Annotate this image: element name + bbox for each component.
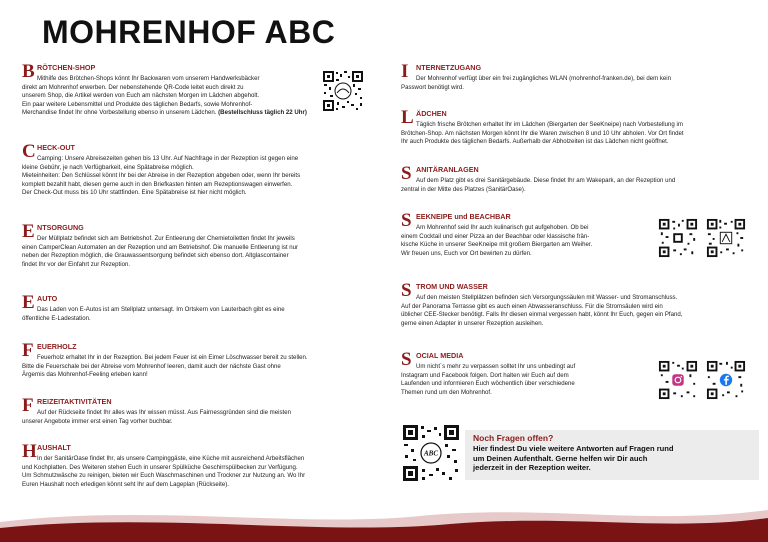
section-heading: TROM UND WASSER [416,282,488,291]
section-initial: F [22,395,34,416]
section-line: Das Laden von E-Autos ist am Stellplatz untersagt. Im Ortskern von Lauterbach gibt es eine [37,306,285,313]
section-line: Laufenden und informieren Euch wöchentlich über verschiedene [401,380,575,388]
help-line: jederzeit in der Rezeption weiter. [473,463,591,472]
section-line: Der Müllplatz befindet sich am Betriebshof. Zur Entleerung der Chemietoiletten findet Ihr jeweils [37,235,295,242]
section-line: Wir freuen uns, Euch vor Ort bewirten zu dürfen. [401,249,532,257]
section-line: Feuerholz erhaltet Ihr in der Rezeption. Bei jedem Feuer ist ein Eimer Löschwasser bereit zu stellen. [37,354,308,361]
section-line: Ärgernis das Mohrenhof-Feeling erleben kann! [22,371,148,379]
qr-code-icon[interactable] [706,218,746,258]
section-laedchen [401,107,749,147]
page-title: MOHRENHOF ABC [42,14,336,50]
section-line: Themen rund um den Mohrenhof. [401,388,492,396]
section-heading: OCIAL MEDIA [416,351,464,360]
section-heading: ÄDCHEN [416,109,447,118]
section-initial: C [22,141,36,162]
section-initial: E [22,221,35,242]
section-check-out [22,141,374,198]
help-title: Noch Fragen offen? [473,433,554,443]
section-feuerholz [22,340,374,380]
section-line: Ein paar weitere Lebensmittel und Produkte des täglichen Bedarfs, sowie Mohrenhof- [22,100,253,108]
section-line: öffentliche E-Ladestation. [22,314,91,322]
section-heading: RÖTCHEN-SHOP [37,63,96,72]
section-line: Ihr auch Produkte des täglichen Bedarfs. Außerhalb der Abholzeiten ist das Lädchen nicht geöffnet. [401,138,669,146]
section-line: direkt am Mohrenhof erwerben. Der nebenstehende QR-Code leitet euch direkt zu [22,83,244,91]
section-line: Der Mohrenhof verfügt über ein frei zugängliches WLAN (mohrenhof-franken.de), bei dem kein [416,75,672,82]
section-line: Täglich frische Brötchen erhaltet Ihr im Lädchen (Biergarten der SeeKneipe) nach Vorbestellung im [416,121,683,128]
section-line: Um nicht´s mehr zu verpassen solltet Ihr uns unbedingt auf [416,363,576,370]
section-line: komplett bezahlt habt, diesen gerne auch in den Briefkasten hinten am Rezeptionswagen einwerfen. [22,180,293,188]
section-initial: H [22,441,37,462]
section-line: Auf dem Platz gibt es drei Sanitärgebäude. Diese findet Ihr am Wakepark, an der Rezeption und [416,177,676,184]
section-line: kleine Gebühr, je nach Verfügbarkeit, eine Spätabreise möglich. [22,163,194,171]
section-line: unserer Angebote immer erst einen Tag vorher buchbar. [22,417,173,425]
section-line: findet Ihr vor der Einfahrt zur Rezeption. [22,260,131,268]
section-line: In der SanitärOase findet Ihr, als unsere Campinggäste, eine Küche mit ausreichend Arbeitsflächen [37,455,305,462]
section-initial: E [22,292,35,313]
section-heading: ANITÄRANLAGEN [416,165,479,174]
section-freizeit [22,395,374,426]
section-line: und Kochplatten. Des Weiteren stehen Euch in unserer Spülküche Geschirrspülbecken zur Verfügung. [22,463,298,471]
section-internet [401,61,749,92]
section-line: Um Schmutzwäsche zu reinigen, bieten wir Euch Waschmaschinen und Trockner zur Nutzung an. Wo Ihr [22,472,306,480]
section-heading: EEKNEIPE und BEACHBAR [416,212,511,221]
qr-code-icon[interactable] [322,70,364,112]
section-line: Am Mohrenhof seid Ihr auch kulinarisch gut aufgehoben. Ob bei [416,224,589,231]
section-line: Euren Haushalt noch erledigen könnt seht Ihr auf dem Lageplan (Rückseite). [22,480,229,488]
section-heading: AUTO [37,294,58,303]
qr-code-icon[interactable] [658,360,698,400]
help-line: Hier findest Du viele weitere Antworten auf Fragen rund [473,444,674,453]
section-line: neben der Rezeption möglich, die Grauwassentsorgung befindet sich ebenso dort. Altglascontainer [22,252,289,260]
section-line: Merchandise findet Ihr ohne Vorbestellung ebenso in unserem Lädchen. [22,109,217,117]
section-initial: I [401,61,409,82]
section-heading: EUERHOLZ [37,342,77,351]
qr-logo-text: ABC [423,449,439,458]
section-line: einem Cocktail und einer Pizza an der Beachbar oder klassische frän- [401,232,590,240]
section-heading: HECK-OUT [37,143,75,152]
section-line: Instagram und Facebook folgen. Dort halten wir Euch auf dem [401,371,569,379]
help-box [465,430,759,480]
section-e-auto [22,292,374,323]
help-line: um Deinen Aufenthalt. Gerne helfen wir Dir auch [473,453,648,463]
section-initial: S [401,349,412,370]
section-initial: S [401,210,412,231]
section-heading: NTSORGUNG [37,223,84,232]
section-line: Auf der Rückseite findet Ihr alles was Ihr wissen müsst. Aus Fairnessgründen sind die meisten [37,409,292,416]
section-line: Der Check-Out muss bis 10 Uhr stattfinden. Eine Spätabreise ist hier nicht möglich. [22,189,247,197]
section-line: Passwort benötigt wird. [401,83,464,91]
section-strom [401,280,749,328]
section-heading: REIZEITAKTIVITÄTEN [37,397,112,406]
section-entsorgung [22,221,374,269]
section-line: Camping: Unsere Abreisezeiten gehen bis 13 Uhr. Auf Nachfrage in der Rezeption ist gegen eine [37,155,299,162]
section-heading: AUSHALT [37,443,71,452]
section-sanitaer [401,163,749,194]
section-line: Auf der Panorama Terrasse gibt es auch einen Abwasseranschluss. Für die Stromsäulen wird ein [401,302,663,310]
section-initial: S [401,280,412,301]
section-line: Auf den meisten Stellplätzen befinden sich Versorgungssäulen mit Wasser- und Stromanschluss. [416,294,678,301]
section-line: üblicher CEE-Stecker benötigt. Falls Ihr diesen einmal vergessen habt, könnt Ihr Euch, gegen ein Pfand, [401,311,683,319]
footer-wave [0,490,768,542]
section-line: gerne einen Adapter in unserer Rezeption ausleihen. [401,319,544,327]
section-line: Brötchen-Shop. Am nächsten Morgen könnt Ihr die Waren zwischen 8 und 10 Uhr abholen. Vor Ort findet [401,129,684,137]
section-line: einen CamperClean Automaten an der Rezeption und am Betriebshof. Die manuelle Entleerung ist nur [22,243,299,251]
section-initial: S [401,163,412,184]
section-initial: F [22,340,34,361]
section-initial: B [22,61,35,82]
section-haushalt [22,441,374,489]
qr-code-icon[interactable] [402,424,460,482]
section-line: zentral in der Mitte des Platzes (SanitärOase). [401,185,526,193]
qr-code-icon[interactable] [706,360,746,400]
section-line: kische Küche in unserer SeeKneipe mit großem Biergarten am Weiher. [401,241,593,249]
section-line: unserem Shop, die Artikel werden von Euch am nächsten Morgen im Lädchen abgeholt. [22,92,260,100]
section-line: Mieteinheiten: Den Schlüssel könnt Ihr bei der Abreise in der Rezeption abgeben oder, wenn Ihr bereits [22,172,301,180]
section-line: Mithilfe des Brötchen-Shops könnt Ihr Backwaren vom unserem Handwerksbäcker [37,75,260,82]
section-line: Bitte die Feuerschale bei der Abreise vom Mohrenhof leeren, damit auch der nächste Gast ohne [22,362,281,370]
section-heading: NTERNETZUGANG [416,63,482,72]
section-initial: L [401,107,414,128]
qr-code-icon[interactable] [658,218,698,258]
order-deadline: (Bestellschluss täglich 22 Uhr) [218,109,307,117]
